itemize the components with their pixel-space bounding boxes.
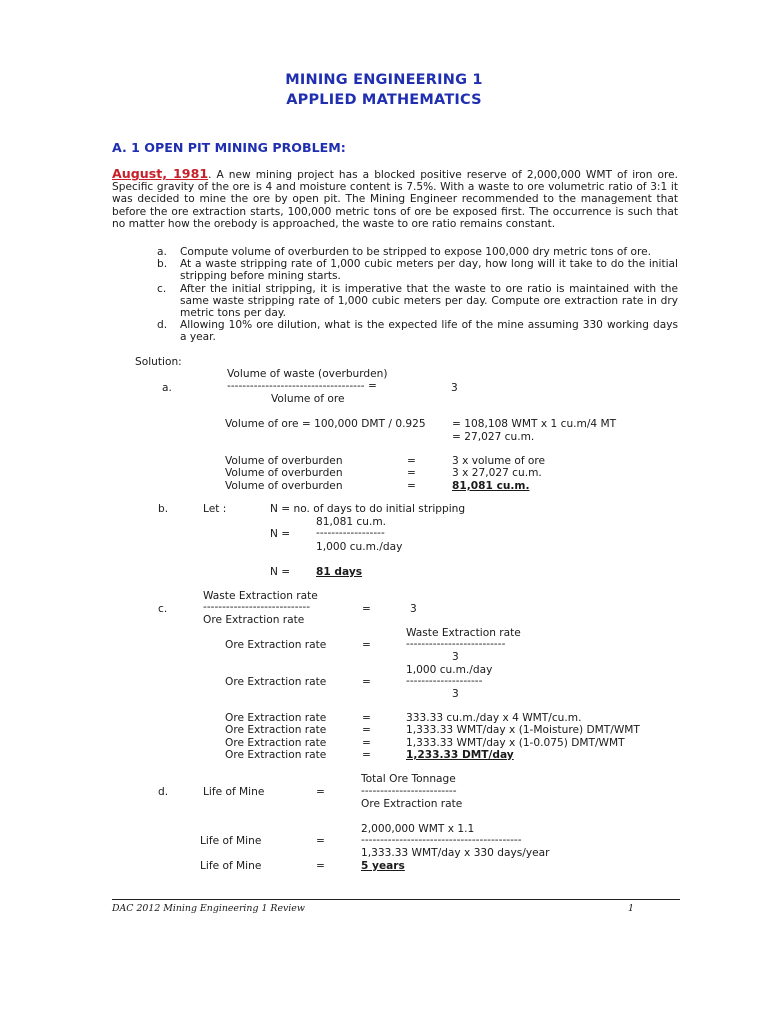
solution-c-marker: c. xyxy=(158,603,168,615)
equals-sign: = xyxy=(362,603,371,615)
solution-c-label: Ore Extraction rate xyxy=(225,724,327,736)
equals-sign: = xyxy=(316,835,325,847)
solution-c-step2: 1,333.33 WMT/day x (1-Moisture) DMT/WMT xyxy=(406,724,640,736)
solution-a-numerator: Volume of waste (overburden) xyxy=(227,368,388,380)
equals-sign: = xyxy=(407,480,416,492)
equals-sign: = xyxy=(362,639,371,651)
solution-d-marker: d. xyxy=(158,786,169,798)
solution-label: Solution: xyxy=(135,356,182,368)
solution-b-dashes: ------------------ xyxy=(316,527,385,539)
solution-b-marker: b. xyxy=(158,503,169,515)
footer-rule xyxy=(112,899,680,900)
question-item: c. After the initial stripping, it is imperative that the waste to ore ratio is maintained with the same waste stripping rate of 1,000 cubic meters per day. Compute ore extraction rate in dry metric tons per day. xyxy=(157,282,678,320)
solution-c-numerator: Waste Extraction rate xyxy=(203,590,318,602)
equals-sign: = xyxy=(362,749,371,761)
solution-c-step1: 333.33 cu.m./day x 4 WMT/cu.m. xyxy=(406,712,582,724)
equals-sign: = xyxy=(362,724,371,736)
equals-sign: = xyxy=(316,860,325,872)
solution-a-overburden-label: Volume of overburden xyxy=(225,480,343,492)
solution-a-denominator: Volume of ore xyxy=(271,393,345,405)
solution-c-fraction2-dashes: -------------------- xyxy=(406,675,483,687)
solution-a-overburden-step2: 3 x 27,027 cu.m. xyxy=(452,467,542,479)
solution-b-denominator: 1,000 cu.m./day xyxy=(316,541,403,553)
solution-a-ore-step2: = 27,027 cu.m. xyxy=(452,431,535,443)
solution-c-dashes: ---------------------------- xyxy=(203,601,311,613)
solution-d-fraction1-dashes: ------------------------- xyxy=(361,785,457,797)
solution-a-ore-step1: = 108,108 WMT x 1 cu.m/4 MT xyxy=(452,418,617,430)
solution-c-fraction2-denominator: 3 xyxy=(452,688,459,700)
question-list xyxy=(157,246,678,344)
document-subtitle: APPLIED MATHEMATICS xyxy=(286,92,482,108)
solution-c-label: Ore Extraction rate xyxy=(225,749,327,761)
solution-c-fraction1-dashes: -------------------------- xyxy=(406,638,506,650)
question-item: a. Compute volume of overburden to be stripped to expose 100,000 dry metric tons of ore. xyxy=(157,246,651,258)
solution-a-ore-volume: Volume of ore = 100,000 DMT / 0.925 xyxy=(225,418,426,430)
solution-c-label: Ore Extraction rate xyxy=(225,639,327,651)
solution-d-fraction1-numerator: Total Ore Tonnage xyxy=(361,773,456,785)
solution-c-ratio: 3 xyxy=(410,603,417,615)
solution-b-answer: 81 days xyxy=(316,566,363,578)
solution-a-overburden-step1: 3 x volume of ore xyxy=(452,455,546,467)
solution-b-definition: N = no. of days to do initial stripping xyxy=(270,503,466,515)
solution-d-label: Life of Mine xyxy=(200,835,262,847)
section-heading: A. 1 OPEN PIT MINING PROBLEM: xyxy=(112,140,346,155)
question-item: d. Allowing 10% ore dilution, what is the expected life of the mine assuming 330 working days a year. xyxy=(157,319,678,344)
equals-sign: = xyxy=(407,467,416,479)
solution-a-ratio: 3 xyxy=(451,382,458,394)
solution-a-overburden-label: Volume of overburden xyxy=(225,455,343,467)
solution-a-overburden-label: Volume of overburden xyxy=(225,467,343,479)
solution-c-label: Ore Extraction rate xyxy=(225,737,327,749)
solution-d-fraction2-numerator: 2,000,000 WMT x 1.1 xyxy=(361,823,475,835)
solution-d-label: Life of Mine xyxy=(203,786,265,798)
solution-b-n-equals: N = xyxy=(270,566,291,578)
solution-c-step3: 1,333.33 WMT/day x (1-0.075) DMT/WMT xyxy=(406,737,625,749)
solution-a-marker: a. xyxy=(162,382,172,394)
solution-c-fraction2-numerator: 1,000 cu.m./day xyxy=(406,664,493,676)
solution-b-numerator: 81,081 cu.m. xyxy=(316,516,387,528)
solution-b-let: Let : xyxy=(203,503,227,515)
solution-d-fraction1-denominator: Ore Extraction rate xyxy=(361,798,463,810)
solution-a-answer: 81,081 cu.m. xyxy=(452,480,530,492)
question-item: b. At a waste stripping rate of 1,000 cubic meters per day, how long will it take to do the initial stripping before mining starts. xyxy=(157,258,678,283)
solution-c-fraction1-numerator: Waste Extraction rate xyxy=(406,627,521,639)
solution-c-label: Ore Extraction rate xyxy=(225,712,327,724)
solution-d-fraction2-dashes: ------------------------------------------ xyxy=(361,834,522,846)
page-number: 1 xyxy=(628,903,634,914)
solution-d-label: Life of Mine xyxy=(200,860,262,872)
footer-text: DAC 2012 Mining Engineering 1 Review xyxy=(112,903,305,914)
equals-sign: = xyxy=(407,455,416,467)
equals-sign: = xyxy=(362,712,371,724)
equals-sign: = xyxy=(362,737,371,749)
problem-date: August, 1981 xyxy=(112,166,209,181)
problem-text: . A new mining project has a blocked positive reserve of 2,000,000 WMT of iron ore. Specific gravity of the ore is 4 and moisture content is 7.5%. With a waste to ore volumetric ratio of 3:1 it was decided to mine the ore by open pit. The Mining Engineer recommended to the management that before the ore extraction starts, 100,000 metric tons of ore be exposed first. The occurrence is such that no matter how the orebody is approached, the waste to ore ratio remains constant. xyxy=(112,169,678,230)
equals-sign: = xyxy=(316,786,325,798)
equals-sign: = xyxy=(362,676,371,688)
solution-b-n-equals: N = xyxy=(270,528,291,540)
solution-a-dashes: ------------------------------------ = xyxy=(227,380,377,392)
solution-c-denominator: Ore Extraction rate xyxy=(203,614,305,626)
solution-c-label: Ore Extraction rate xyxy=(225,676,327,688)
document-title: MINING ENGINEERING 1 xyxy=(285,72,483,88)
solution-c-fraction1-denominator: 3 xyxy=(452,651,459,663)
solution-c-answer: 1,233.33 DMT/day xyxy=(406,749,514,761)
problem-paragraph xyxy=(112,168,678,230)
solution-d-fraction2-denominator: 1,333.33 WMT/day x 330 days/year xyxy=(361,847,550,859)
solution-d-answer: 5 years xyxy=(361,860,405,872)
